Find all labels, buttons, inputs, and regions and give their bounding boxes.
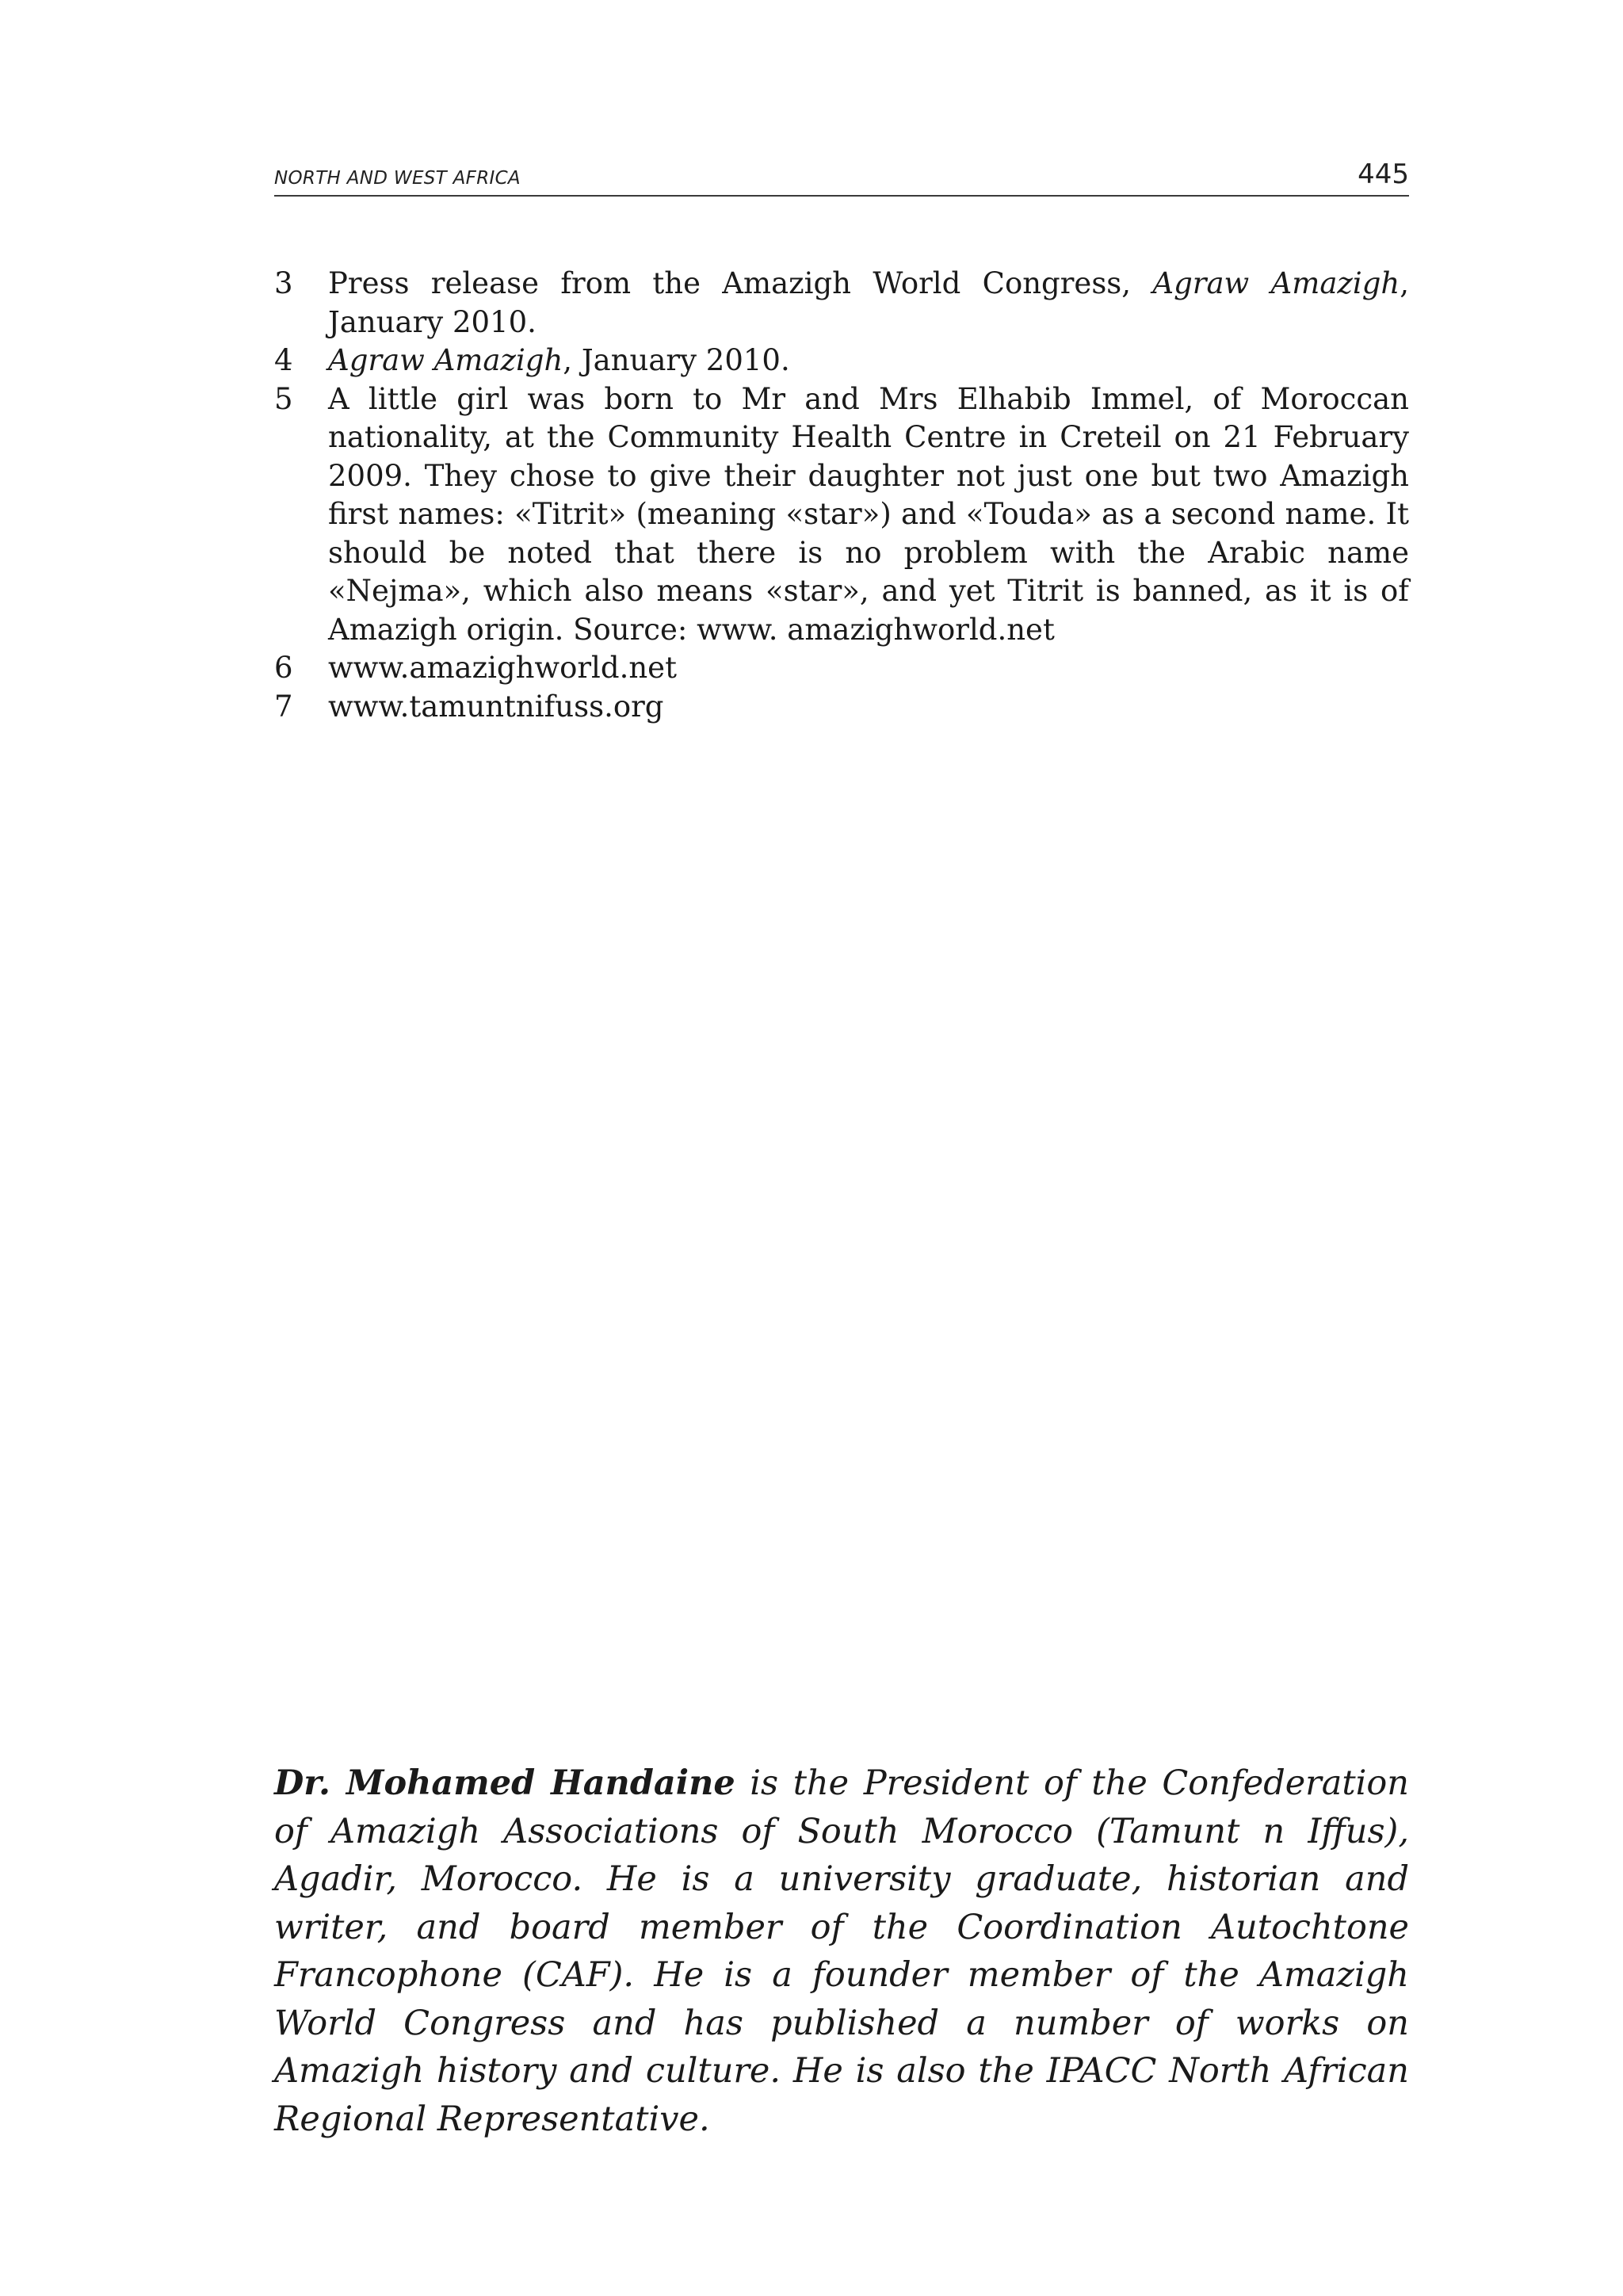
endnote-url: www.amazighworld.net — [328, 651, 677, 685]
endnote-text-run: , January 2010. — [563, 343, 790, 377]
endnote-4 — [274, 342, 1409, 380]
endnotes-list — [274, 265, 1409, 726]
author-biography — [274, 1759, 1409, 2143]
endnote-7 — [274, 688, 1409, 727]
running-title: NORTH AND WEST AFRICA — [274, 168, 521, 189]
endnote-text — [328, 342, 1409, 380]
publication-title: Agraw Amazigh — [328, 343, 563, 377]
endnote-text — [328, 380, 1409, 650]
endnote-number: 4 — [274, 343, 293, 377]
page-number: 445 — [1358, 159, 1409, 190]
endnote-number: 7 — [274, 689, 293, 724]
endnote-number: 5 — [274, 381, 293, 416]
endnote-number: 6 — [274, 651, 293, 685]
endnote-text — [328, 649, 1409, 688]
author-bio-text: is the President of the Confederation of Amazigh Associations of South Morocco (Tamunt n Iffus), Agadir, Morocco. He is a university graduate, historian and writer, and board member of the Coordination Autochtone Francophone (CAF). He is a founder member of the Amazigh World Congress and has published a number of works on Amazigh history and culture. He is also the IPACC North African Regional Representative. — [274, 1763, 1409, 2139]
author-name: Dr. Mohamed Handaine — [274, 1763, 735, 1803]
endnote-3 — [274, 265, 1409, 342]
endnote-text-run: Press release from the Amazigh World Congress, — [328, 266, 1153, 300]
running-header — [274, 155, 1409, 197]
endnote-6 — [274, 649, 1409, 688]
publication-title: Agraw Amazigh — [1152, 266, 1400, 300]
endnote-text — [328, 688, 1409, 727]
endnote-text — [328, 265, 1409, 342]
endnote-number: 3 — [274, 266, 293, 300]
endnote-5 — [274, 380, 1409, 650]
endnote-url: www.tamuntnifuss.org — [328, 689, 664, 724]
endnote-text-run: A little girl was born to Mr and Mrs Elhabib Immel, of Moroccan nationality, at the Community Health Centre in Creteil on 21 February 2009. They chose to give their daughter not just one but two Amazigh first names: «Titrit» (meaning «star») and «Touda» as a second name. It should be noted that there is no problem with the Arabic name «Nejma», which also means «star», and yet Titrit is banned, as it is of Amazigh origin. Source: www. amazighworld.net — [328, 381, 1409, 647]
endnote-text-run: , January 2010. — [328, 266, 1409, 339]
